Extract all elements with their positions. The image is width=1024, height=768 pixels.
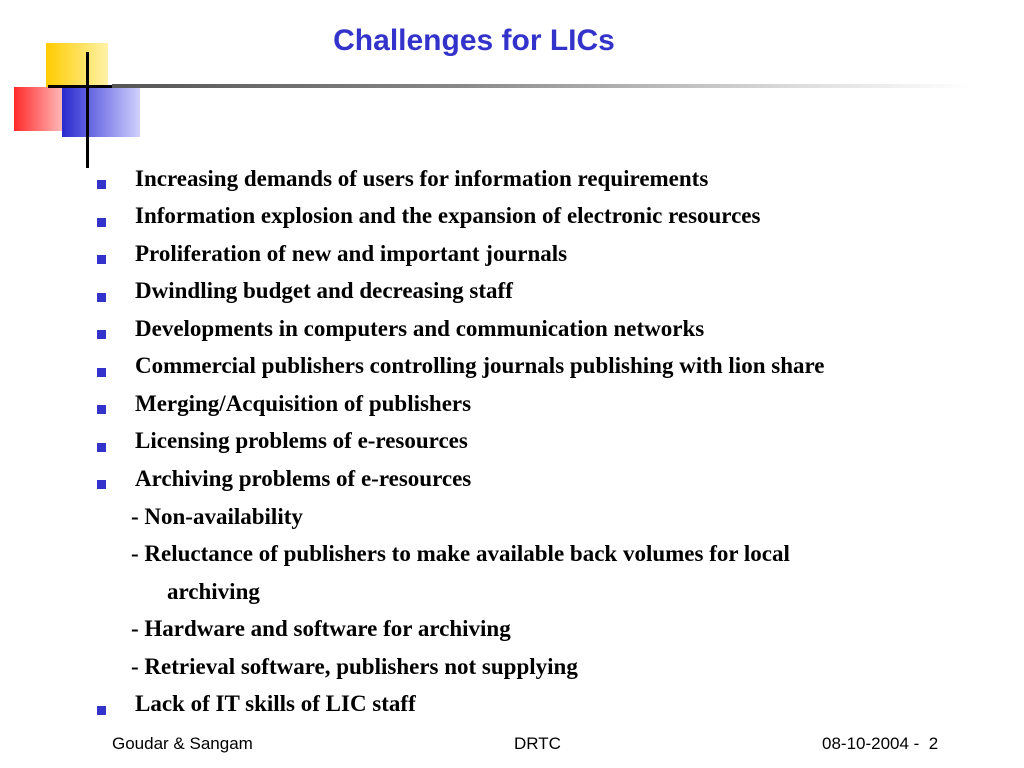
list-item: Increasing demands of users for information requirements <box>135 166 709 191</box>
list-item: Commercial publishers controlling journals publishing with lion share <box>135 353 825 378</box>
list-item: Lack of IT skills of LIC staff <box>135 691 416 716</box>
list-item: Information explosion and the expansion of electronic resources <box>135 203 761 228</box>
bullet-icon <box>97 180 106 189</box>
sub-list-item: - Non-availability <box>131 504 303 529</box>
sub-list-item: - Retrieval software, publishers not supplying <box>131 654 578 679</box>
list-item: Developments in computers and communication networks <box>135 316 705 341</box>
list-item: Licensing problems of e-resources <box>135 428 468 453</box>
sub-list-item: - Hardware and software for archiving <box>131 616 511 641</box>
list-item: Dwindling budget and decreasing staff <box>135 278 513 303</box>
footer-authors: Goudar & Sangam <box>112 734 253 753</box>
footer-date-page: 08-10-2004 - 2 <box>822 734 939 753</box>
bullet-icon <box>97 405 106 414</box>
sub-list-item-continuation: archiving <box>167 579 260 604</box>
list-item: Proliferation of new and important journals <box>135 241 568 266</box>
footer-org: DRTC <box>514 734 561 753</box>
bullet-icon <box>97 293 106 302</box>
bullet-icon <box>97 443 106 452</box>
bullet-icon <box>97 480 106 489</box>
sub-list-item: - Reluctance of publishers to make available back volumes for local <box>131 541 790 566</box>
bullet-icon <box>97 330 106 339</box>
list-item: Archiving problems of e-resources <box>135 466 472 491</box>
bullet-icon <box>97 706 106 715</box>
bullet-icon <box>97 218 106 227</box>
bullet-icon <box>97 368 106 377</box>
list-item: Merging/Acquisition of publishers <box>135 391 472 416</box>
bullet-icon <box>97 255 106 264</box>
slide-title-text: Challenges for LICs <box>333 24 615 57</box>
